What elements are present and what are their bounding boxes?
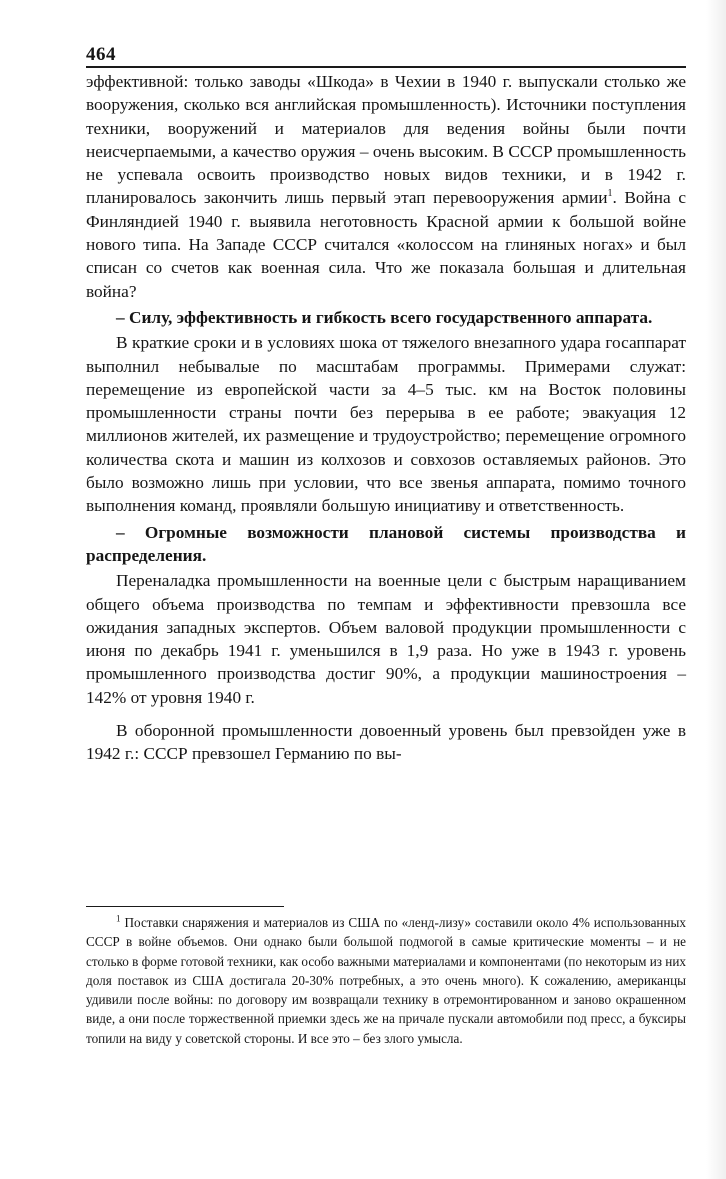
paragraph-continuation	[86, 70, 686, 303]
paragraph: В оборонной промышленности довоенный уровень был превзойден уже в 1942 г.: СССР превзошел Германию по вы-	[86, 721, 686, 764]
paragraph: Переналадка промышленности на военные цели с быстрым наращиванием общего объема производства по темпам и эффективности превзошла все ожидания западных экспертов. Объем валовой продукции промышленности с июня по декабрь 1941 г. уменьшился в 1,9 раза. Но уже в 1943 г. уровень промышленного производства достиг 90%, а продукции машиностроения – 142% от уровня 1940 г.	[86, 571, 686, 707]
header-rule	[86, 66, 686, 68]
section-heading: – Силу, эффективность и гибкость всего государственного аппарата.	[116, 307, 653, 327]
body-text	[86, 70, 686, 766]
book-page	[86, 44, 686, 766]
scan-shadow-edge	[706, 0, 726, 1179]
paragraph-text: . Война с Финляндией 1940 г. выявила неготовность Красной армии к большой войне нового типа. На Западе СССР считался «колоссом на глиняных ногах» и был списан со счетов как военная сила. Что же показала большая и длительная война?	[86, 188, 686, 301]
paragraph: В краткие сроки и в условиях шока от тяжелого внезапного удара госаппарат выполнил небывалые по масштабам программы. Примерами служат: перемещение из европейской части за 4–5 тыс. км на Восток половины промышленности страны почти без перерыва в ее работе; эвакуация 12 миллионов жителей, их размещение и трудоустройство; перемещение огромного количества скота и машин из колхозов и совхозов оставляемых районов. Это было возможно лишь при условии, что все звенья аппарата, помимо точного выполнения команд, проявляли большую инициативу и ответственность.	[86, 333, 686, 516]
page-number: 464	[86, 44, 116, 65]
footnote	[86, 913, 686, 1048]
footnote-marker: 1	[116, 913, 121, 924]
paragraph-text: эффективной: только заводы «Шкода» в Чехии в 1940 г. выпускали столько же вооружения, сколько вся английская промышленность). Источники поступления техники, вооружений и материалов для ведения войны были почти неисчерпаемыми, а качество оружия – очень высоким. В СССР промышленность не успевала освоить производство новых видов техники, и в 1942 г. планировалось закончить лишь первый этап перевооружения армии	[86, 72, 686, 208]
section-heading: – Огромные возможности плановой системы производства и распределения.	[86, 522, 686, 565]
footnote-text: Поставки снаряжения и материалов из США по «ленд-лизу» составили около 4% использованных СССР в войне объемов. Они однако были большой подмогой в самые критические моменты – и не столько в форме готовой техники, как особо важными материалами и компонентами (по некоторым из них доля поставок из США достигала 20-30% потребных, а это очень много). К сожалению, американцы удивили после войны: по договору им возвращали технику в отремонтированном и заново окрашенном виде, а они после торжественной приемки здесь же на причале пускали автомобили под пресс, а буксиры топили на виду у советской стороны. И все это – без злого умысла.	[86, 915, 686, 1046]
footnote-rule	[86, 906, 284, 907]
footnote-reference: 1	[607, 188, 613, 200]
